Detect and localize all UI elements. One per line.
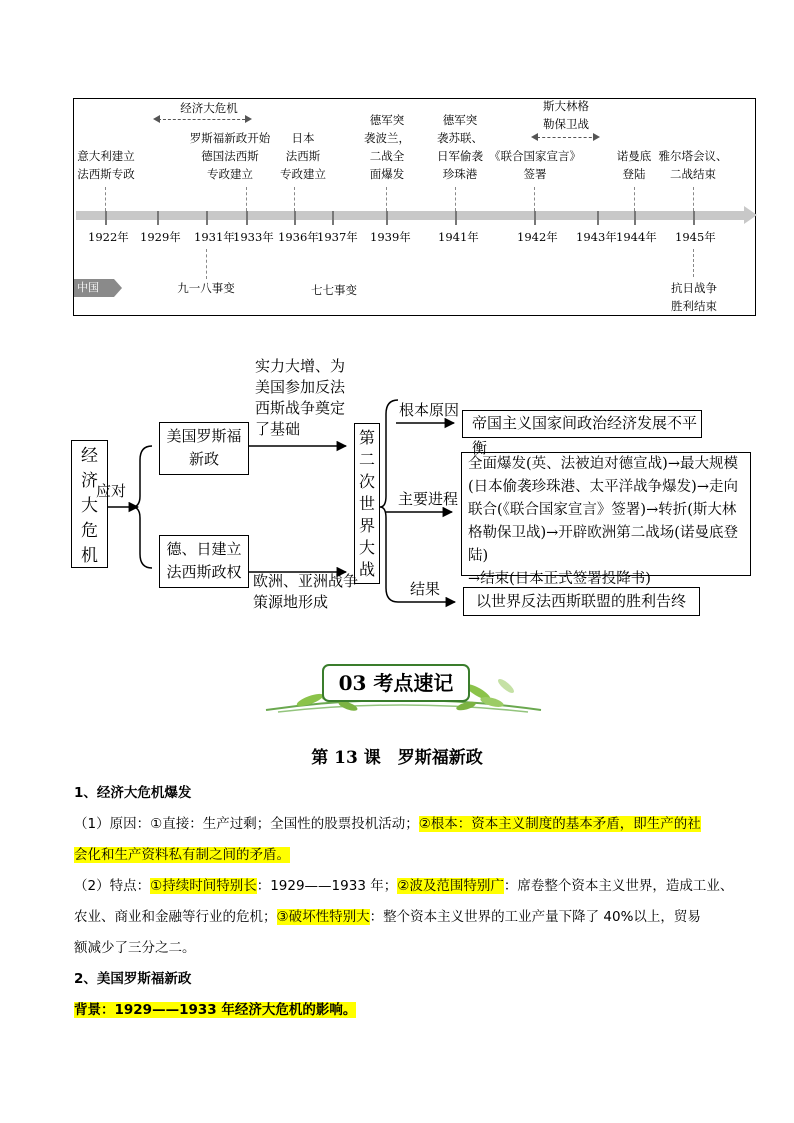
connector — [455, 187, 456, 211]
section-heading-2: 2、美国罗斯福新政 — [74, 971, 192, 987]
event-1936: 日本 法西斯 专政建立 — [280, 131, 326, 181]
connector — [634, 187, 635, 211]
tick — [597, 211, 599, 225]
year-label: 1933年 — [233, 230, 274, 244]
year-label: 1944年 — [616, 230, 657, 244]
result-box: 以世界反法西斯联盟的胜利告终 — [463, 587, 700, 616]
page-title: 第 13 课 罗斯福新政 — [311, 748, 483, 768]
connector — [294, 187, 295, 211]
year-label: 1939年 — [370, 230, 411, 244]
tick — [332, 211, 334, 225]
timeline-axis — [76, 211, 746, 220]
year-label: 1936年 — [278, 230, 319, 244]
event-1942: 《联合国家宣言》 签署 — [489, 149, 581, 181]
connector — [206, 249, 207, 279]
usa-note: 实力大增、为 美国参加反法 西斯战争奠定 了基础 — [255, 357, 346, 438]
year-label: 1937年 — [317, 230, 358, 244]
timeline-arrow-icon — [744, 206, 757, 224]
year-label: 1943年 — [576, 230, 617, 244]
connector — [534, 187, 535, 211]
tick — [294, 211, 296, 225]
economic-crisis-box: 经济大危机 — [71, 440, 108, 568]
tick — [246, 211, 248, 225]
tick — [534, 211, 536, 225]
event-1944: 诺曼底 登陆 — [616, 149, 652, 181]
year-label: 1931年 — [194, 230, 235, 244]
connector — [105, 187, 106, 211]
china-event-1945: 抗日战争 胜利结束 — [671, 281, 717, 313]
tick — [386, 211, 388, 225]
timeline-figure — [73, 98, 756, 316]
paragraph-features: （2）特点：①持续时间特别长：1929——1933 年；②波及范围特别广：席卷整个资本主义世界，造成工业、 农业、商业和金融等行业的危机；③破坏性特别大：整个资本主义世界的工业产量下降了 40%以上，贸易 额减少了三分之二。 — [74, 878, 734, 956]
china-event-1931: 九一八事变 — [177, 281, 235, 295]
respond-label: 应对 — [96, 482, 127, 500]
event-1939: 德军突 袭波兰， 二战全 面爆发 — [364, 113, 410, 181]
connector — [693, 249, 694, 277]
span-arrow-left — [153, 115, 160, 123]
span-label-stalingrad: 斯大林格 勒保卫战 — [543, 99, 589, 131]
usa-new-deal-box: 美国罗斯福 新政 — [159, 422, 249, 475]
year-label: 1942年 — [517, 230, 558, 244]
tick — [634, 211, 636, 225]
event-1941: 德军突 袭苏联、 日军偷袭 珍珠港 — [437, 113, 483, 181]
section-banner: 03 考点速记 — [322, 664, 470, 702]
main-process-box: 全面爆发(英、法被迫对德宣战)→最大规模 (日本偷袭珍珠港、太平洋战争爆发)→走向 联合(《联合国家宣言》签署)→转折(斯大林 格勒保卫战)→开辟欧洲第二战场(诺曼底登陆) →结束(日本正式签署投降书) — [461, 452, 751, 576]
fascist-note: 欧洲、亚洲战争 策源地形成 — [253, 572, 359, 611]
paragraph-cause: （1）原因：①直接：生产过剩；全国性的股票投机活动；②根本：资本主义制度的基本矛盾，即生产的社 会化和生产资料私有制之间的矛盾。 — [74, 816, 701, 863]
tick — [206, 211, 208, 225]
connector — [693, 187, 694, 211]
span-arrow-left — [531, 133, 538, 141]
brace — [132, 446, 152, 568]
china-event-1937: 七七事变 — [311, 283, 357, 297]
year-label: 1941年 — [438, 230, 479, 244]
branch-result-label: 结果 — [410, 580, 441, 598]
branch-process-label: 主要进程 — [398, 490, 459, 508]
section-heading-1: 1、经济大危机爆发 — [74, 785, 192, 801]
year-label: 1945年 — [675, 230, 716, 244]
root-cause-box: 帝国主义国家间政治经济发展不平衡 — [462, 410, 702, 438]
event-1945: 雅尔塔会议、 二战结束 — [658, 149, 728, 181]
brace — [380, 400, 398, 602]
ww2-box: 第二次世界大战 — [354, 423, 380, 584]
connector — [386, 187, 387, 211]
year-label: 1929年 — [140, 230, 181, 244]
span-line-stalingrad — [537, 137, 597, 138]
event-1933: 罗斯福新政开始 德国法西斯 专政建立 — [189, 131, 271, 181]
fascist-regime-box: 德、日建立 法西斯政权 — [159, 535, 249, 588]
branch-root-label: 根本原因 — [399, 401, 460, 419]
span-arrow-right — [245, 115, 252, 123]
span-line-crisis — [158, 119, 250, 120]
china-label: 中国 — [74, 279, 114, 297]
year-label: 1922年 — [88, 230, 129, 244]
paragraph-background: 背景：1929——1933 年经济大危机的影响。 — [74, 1002, 357, 1018]
china-arrow-icon — [114, 279, 122, 297]
event-1922: 意大利建立 法西斯专政 — [77, 149, 135, 181]
tick — [105, 211, 107, 225]
tick — [693, 211, 695, 225]
tick — [157, 211, 159, 225]
connector — [246, 187, 247, 211]
span-arrow-right — [593, 133, 600, 141]
span-label-crisis: 经济大危机 — [180, 101, 238, 115]
tick — [455, 211, 457, 225]
